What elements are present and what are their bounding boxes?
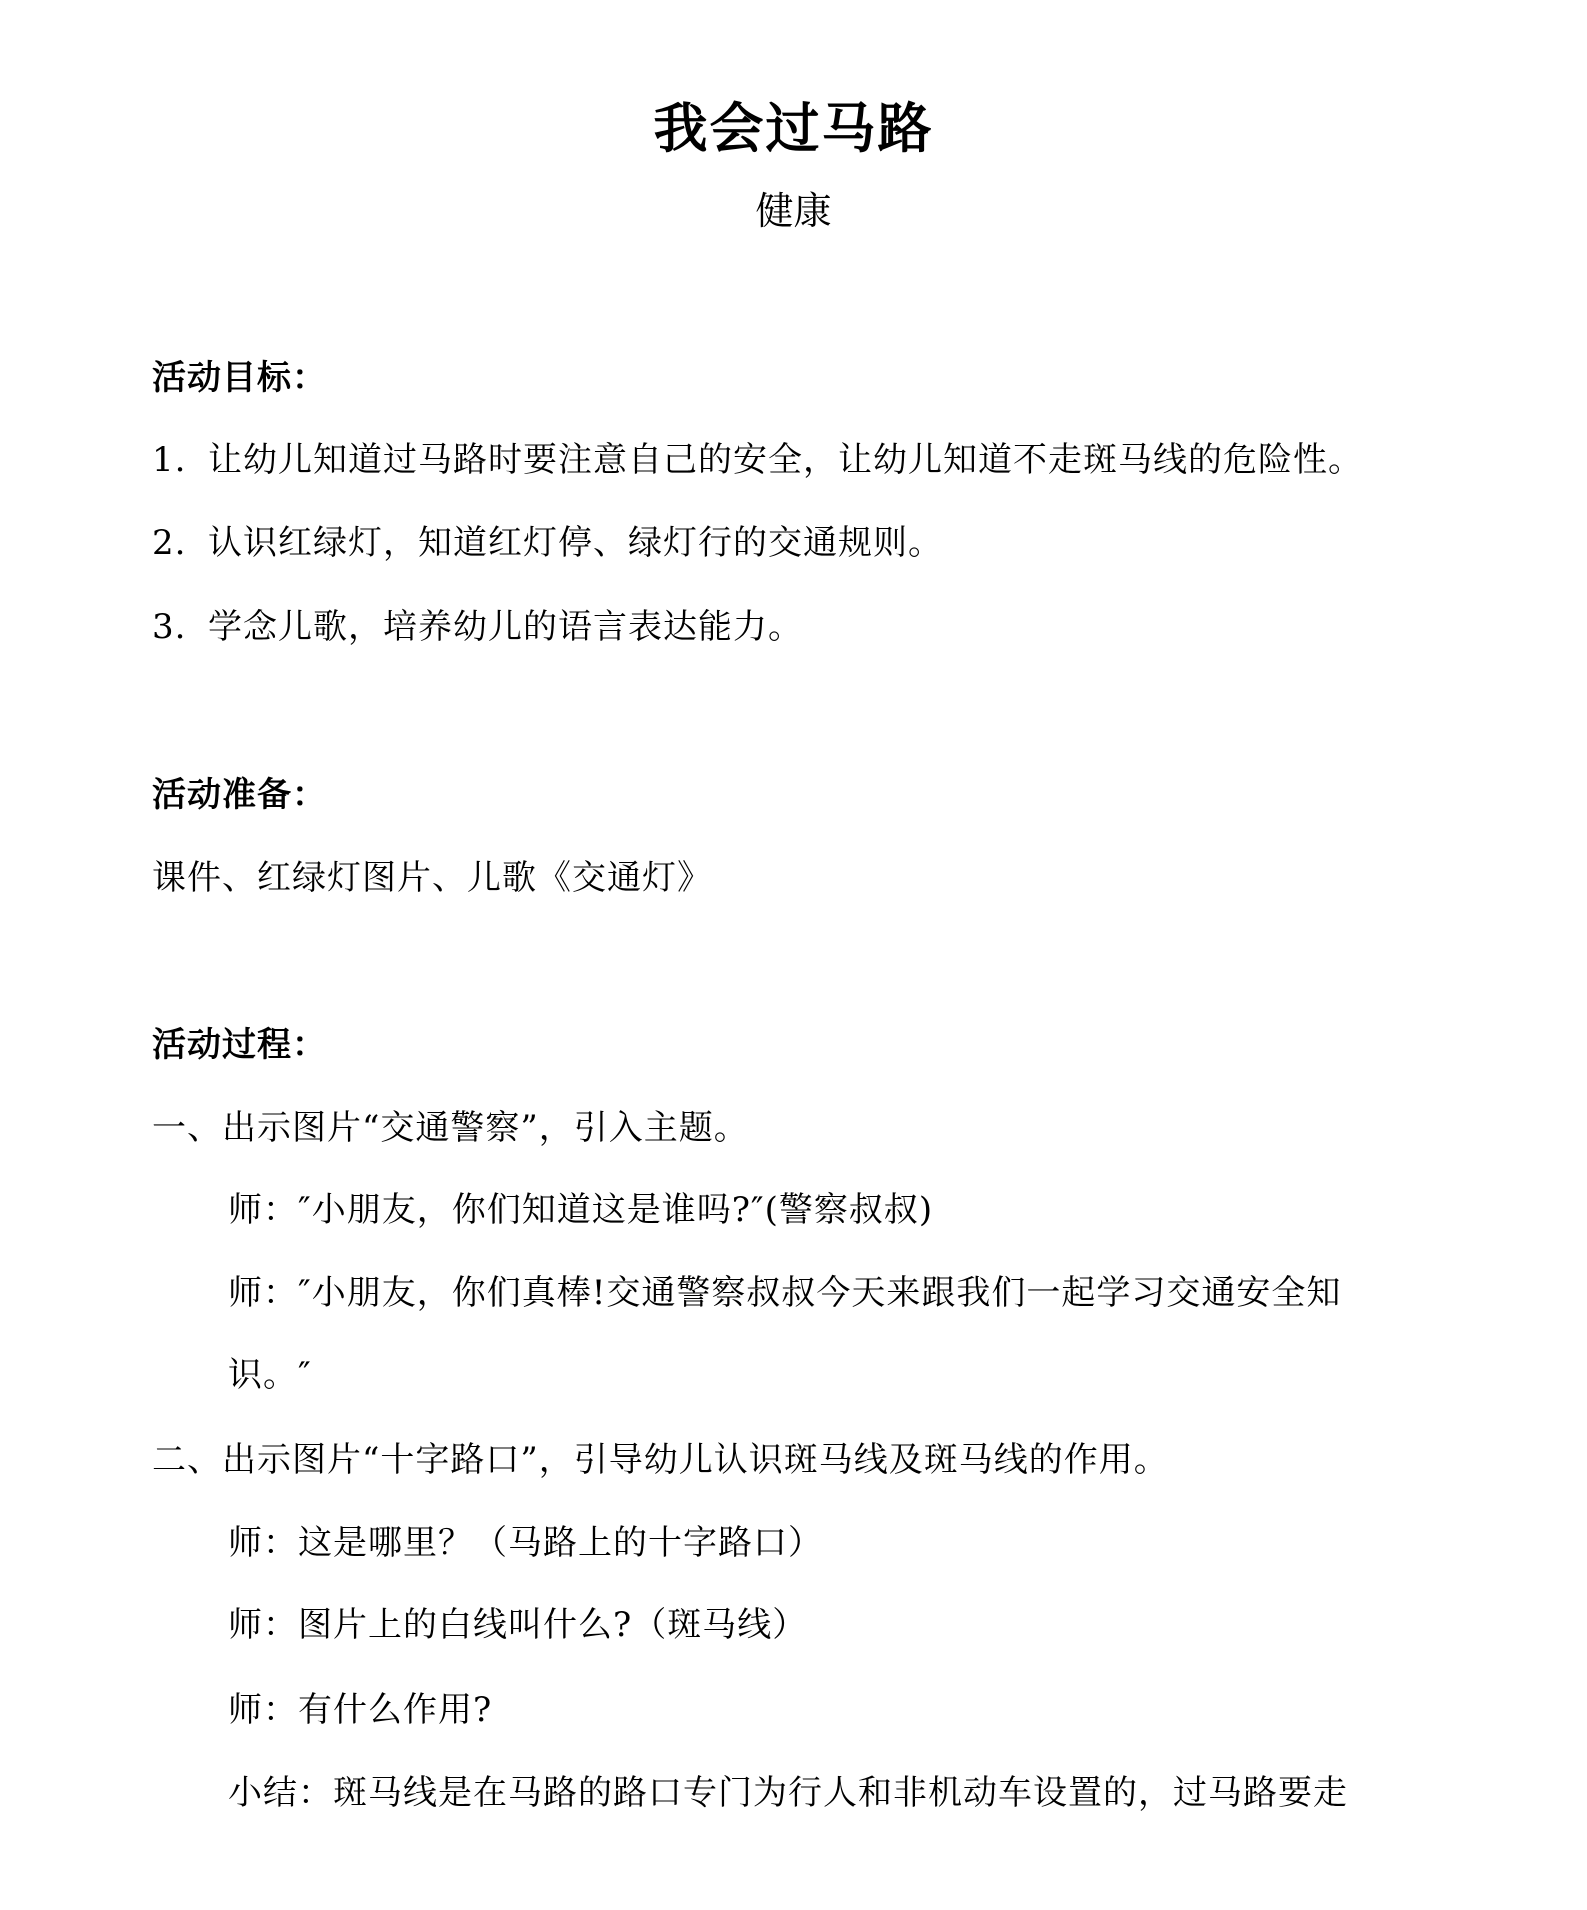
dialogue-line: 师：这是哪里？（马路上的十字路口） (228, 1523, 823, 1563)
dialogue-line: 师：有什么作用? (228, 1690, 493, 1730)
goal-number: 2. (152, 523, 187, 563)
dialogue-line: 识。″ (228, 1355, 312, 1395)
preparation-text: 课件、红绿灯图片、儿歌《交通灯》 (152, 858, 712, 898)
dialogue-line: 师：″小朋友，你们知道这是谁吗?″(警察叔叔) (228, 1190, 934, 1230)
goal-text: 认识红绿灯，知道红灯停、绿灯行的交通规则。 (208, 523, 943, 563)
goal-item (152, 521, 943, 565)
goal-text: 学念儿歌，培养幼儿的语言表达能力。 (208, 607, 803, 647)
dialogue-line: 师：图片上的白线叫什么?（斑马线） (228, 1605, 808, 1645)
goal-text: 让幼儿知道过马路时要注意自己的安全，让幼儿知道不走斑马线的危险性。 (208, 440, 1363, 480)
section-heading-preparation: 活动准备： (152, 775, 327, 815)
section-heading-goals: 活动目标： (152, 358, 327, 398)
process-step-title: 二、出示图片“十字路口”，引导幼儿认识斑马线及斑马线的作用。 (152, 1440, 1169, 1480)
summary-line: 小结：斑马线是在马路的路口专门为行人和非机动车设置的，过马路要走 (228, 1773, 1348, 1813)
dialogue-line: 师：″小朋友，你们真棒!交通警察叔叔今天来跟我们一起学习交通安全知 (228, 1273, 1342, 1313)
goal-item (152, 438, 1363, 482)
goal-number: 1. (152, 440, 187, 480)
goal-item (152, 605, 803, 649)
document-subtitle: 健康 (755, 189, 832, 233)
section-heading-process: 活动过程： (152, 1025, 327, 1065)
document-title: 我会过马路 (653, 96, 934, 160)
process-step-title: 一、出示图片“交通警察”，引入主题。 (152, 1108, 749, 1148)
goal-number: 3. (152, 607, 187, 647)
